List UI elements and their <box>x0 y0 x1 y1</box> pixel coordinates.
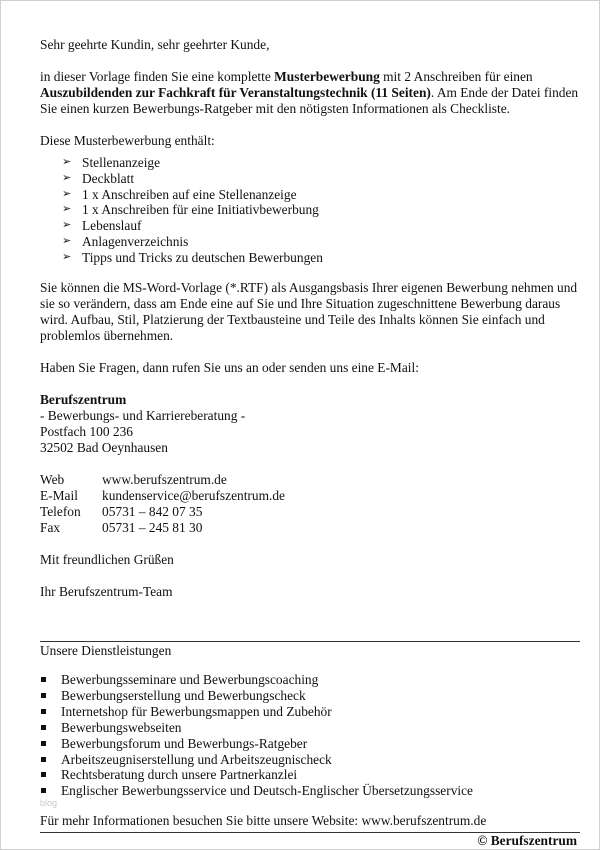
square-bullet-icon <box>41 741 46 746</box>
city: 32502 Bad Oeynhausen <box>40 439 168 455</box>
footer-text: Für mehr Informationen besuchen Sie bitte unsere Website: www.berufszentrum.de <box>40 813 487 828</box>
intro-paragraph <box>40 69 585 117</box>
contact-block <box>40 472 585 536</box>
service-label: Arbeitszeugniserstellung und Arbeitszeugnischeck <box>61 751 332 767</box>
contact-value: kundenservice@berufszentrum.de <box>102 487 285 503</box>
service-label: Bewerbungsseminare und Bewerbungscoaching <box>61 672 319 687</box>
intro-text-3: . Am Ende der Datei finden Sie einen kurzen Bewerbungs-Ratgeber mit den nötigsten Informationen als Checkliste. <box>40 85 579 116</box>
contents-list <box>40 155 585 266</box>
services-list <box>40 672 585 799</box>
service-item <box>40 672 585 688</box>
contents-item-label: 1 x Anschreiben für eine Initiativbewerbung <box>82 202 319 218</box>
arrow-bullet-icon: ➢ <box>62 250 72 263</box>
service-item <box>40 704 585 720</box>
square-bullet-icon <box>41 677 46 682</box>
contents-item-label: Deckblatt <box>82 170 135 186</box>
questions-line: Haben Sie Fragen, dann rufen Sie uns an oder senden uns eine E-Mail: <box>40 359 419 375</box>
contents-item-label: Tipps und Tricks zu deutschen Bewerbungen <box>82 249 323 265</box>
arrow-bullet-icon: ➢ <box>62 171 72 184</box>
arrow-bullet-icon: ➢ <box>62 187 72 200</box>
square-bullet-icon <box>41 709 46 714</box>
service-label: Bewerbungsforum und Bewerbungs-Ratgeber <box>61 735 308 751</box>
letter-body <box>40 37 585 600</box>
contact-label: Web <box>40 471 65 487</box>
intro-bold-1: Musterbewerbung <box>274 69 380 84</box>
company-name-text: Berufszentrum <box>40 391 127 407</box>
intro-text-2: mit 2 Anschreiben für einen <box>379 69 533 84</box>
contents-list-item <box>62 171 585 187</box>
service-label: Bewerbungswebseiten <box>61 719 182 735</box>
contact-row <box>40 520 585 536</box>
service-item <box>40 688 585 704</box>
intro-text-1: in dieser Vorlage finden Sie eine komplette <box>40 69 275 84</box>
contents-heading: Diese Musterbewerbung enthält: <box>40 133 215 148</box>
service-item <box>40 783 585 799</box>
service-item <box>40 767 585 783</box>
service-item <box>40 752 585 768</box>
service-item <box>40 736 585 752</box>
contact-value: www.berufszentrum.de <box>102 471 227 487</box>
closing: Mit freundlichen Grüßen <box>40 551 174 567</box>
service-label: Rechtsberatung durch unsere Partnerkanzlei <box>61 767 298 783</box>
services-title: Unsere Dienstleistungen <box>40 641 580 659</box>
contents-item-label: 1 x Anschreiben auf eine Stellenanzeige <box>82 186 297 202</box>
contact-label: Fax <box>40 519 61 535</box>
arrow-bullet-icon: ➢ <box>62 156 72 168</box>
service-label: Englischer Bewerbungsservice und Deutsch-Englischer Übersetzungsservice <box>61 783 473 799</box>
square-bullet-icon <box>41 788 46 793</box>
postbox: Postfach 100 236 <box>40 423 133 439</box>
contact-row <box>40 472 585 488</box>
service-label: Internetshop für Bewerbungsmappen und Zubehör <box>61 703 332 719</box>
company-subtitle: - Bewerbungs- und Karriereberatung - <box>40 407 246 423</box>
arrow-bullet-icon: ➢ <box>62 219 72 232</box>
contact-row <box>40 504 585 520</box>
signature: Ihr Berufszentrum-Team <box>40 583 173 599</box>
contact-label: E-Mail <box>40 487 78 503</box>
contents-list-item <box>62 250 585 266</box>
contents-list-item <box>62 218 585 234</box>
watermark: blog <box>40 798 58 808</box>
contents-item-label: Stellenanzeige <box>82 155 161 170</box>
usage-paragraph: Sie können die MS-Word-Vorlage (*.RTF) als Ausgangsbasis Ihrer eigenen Bewerbung nehmen und sie so verändern, dass am Ende eine auf Sie und Ihre Situation zugeschnittene Bewerbung daraus wird. Aufbau, Stil, Platzierung der Textbausteine und Teile des Inhalts können Sie einfach und problemlos übernehmen. <box>40 279 578 343</box>
contact-value: 05731 – 842 07 35 <box>102 503 203 519</box>
square-bullet-icon <box>41 772 46 777</box>
contents-list-item <box>62 234 585 250</box>
arrow-bullet-icon: ➢ <box>62 234 72 247</box>
square-bullet-icon <box>41 725 46 730</box>
contact-label: Telefon <box>40 503 81 519</box>
contents-item-label: Lebenslauf <box>82 218 142 234</box>
contact-row <box>40 488 585 504</box>
service-item <box>40 720 585 736</box>
greeting: Sehr geehrte Kundin, sehr geehrter Kunde, <box>40 37 270 52</box>
square-bullet-icon <box>41 693 46 698</box>
contents-list-item <box>62 187 585 203</box>
copyright: © Berufszentrum <box>477 833 577 848</box>
contents-list-item <box>62 155 585 171</box>
square-bullet-icon <box>41 757 46 762</box>
service-label: Bewerbungserstellung und Bewerbungscheck <box>61 687 306 703</box>
company-name <box>40 392 585 408</box>
contents-item-label: Anlagenverzeichnis <box>82 233 189 249</box>
contact-value: 05731 – 245 81 30 <box>102 519 203 535</box>
contents-list-item <box>62 202 585 218</box>
intro-bold-2: Auszubildenden zur Fachkraft für Veranstaltungstechnik (11 Seiten) <box>40 85 431 100</box>
arrow-bullet-icon: ➢ <box>62 203 72 216</box>
